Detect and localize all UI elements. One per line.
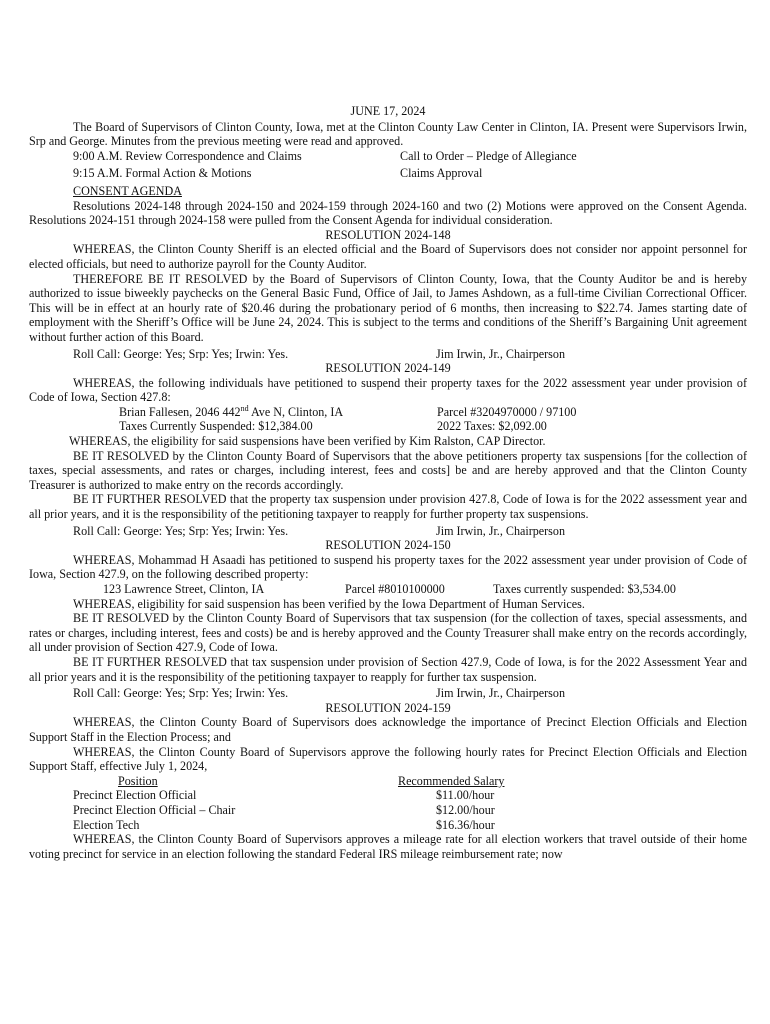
salary-table-row xyxy=(29,788,747,803)
consent-agenda-text: Resolutions 2024-148 through 2024-150 and 2024-159 through 2024-160 and two (2) Motions were approved on the Consent Agenda. Resolutions 2024-151 through 2024-158 were pulled from the Consent Agenda for individual consideration. xyxy=(29,198,747,228)
intro-paragraph: The Board of Supervisors of Clinton County, Iowa, met at the Clinton County Law Center in Clinton, IA. Present were Supervisors Irwin, Srp and George. Minutes from the previous meeting were read and approved. xyxy=(29,119,747,149)
position-name: Election Tech xyxy=(73,817,140,832)
position-column-header: Position xyxy=(118,773,158,788)
roll-call-votes: Roll Call: George: Yes; Srp: Yes; Irwin: Yes. xyxy=(73,523,289,538)
position-salary: $11.00/hour xyxy=(436,788,495,803)
resolution-whereas: WHEREAS, Mohammad H Asaadi has petitioned to suspend his property taxes for the 2022 assessment year under provision of Code of Iowa, Section 427.9, on the following described property: xyxy=(29,552,747,582)
agenda-item: Call to Order – Pledge of Allegiance xyxy=(400,148,577,163)
petitioner-taxes-row xyxy=(29,419,747,434)
agenda-item: Claims Approval xyxy=(400,166,483,181)
position-name: Precinct Election Official – Chair xyxy=(73,802,236,817)
petitioner-address: Brian Fallesen, 2046 442nd Ave N, Clinton, IA xyxy=(119,403,344,419)
resolution-title: RESOLUTION 2024-159 xyxy=(325,700,451,715)
resolution-whereas: WHEREAS, the Clinton County Board of Supervisors does acknowledge the importance of Precinct Election Officials and Election Support Staff in the Election Process; and xyxy=(29,715,747,744)
resolution-title: RESOLUTION 2024-148 xyxy=(325,227,451,242)
roll-call-votes: Roll Call: George: Yes; Srp: Yes; Irwin: Yes. xyxy=(73,686,289,701)
roll-call xyxy=(29,524,747,539)
resolution-resolved: THEREFORE BE IT RESOLVED by the Board of Supervisors of Clinton County, Iowa, that the County Auditor be and is hereby authorized to issue biweekly paychecks on the General Basic Fund, Office of Jail, to James Ashdown, as a full-time Civilian Correctional Officer. This will be in effect at an hourly rate of $20.46 during the probationary period of 6 months, then increasing to $22.74. James starting date of employment with the Sheriff’s Office will be June 24, 2024. This is subject to the terms and conditions of the Sheriff’s Bargaining Unit agreement without further action of this Board. xyxy=(29,271,747,344)
chairperson: Jim Irwin, Jr., Chairperson xyxy=(436,686,565,701)
roll-call xyxy=(29,347,747,362)
taxes-suspended: Taxes Currently Suspended: $12,384.00 xyxy=(119,419,313,434)
roll-call-votes: Roll Call: George: Yes; Srp: Yes; Irwin: Yes. xyxy=(73,346,289,361)
roll-call xyxy=(29,686,747,701)
resolution-whereas: WHEREAS, eligibility for said suspension has been verified by the Iowa Department of Human Services. xyxy=(73,596,585,611)
resolution-whereas: WHEREAS, the eligibility for said suspensions have been verified by Kim Ralston, CAP Director. xyxy=(69,434,546,449)
resolution-resolved: BE IT RESOLVED by the Clinton County Board of Supervisors that the above petitioners property tax suspensions [for the collection of taxes, special assessments, and rates or charges, including interest, fees and costs] be and are hereby approved and that the Clinton County Treasurer is authorized to make entry on the records accordingly. xyxy=(29,448,747,492)
salary-table-row xyxy=(29,803,747,818)
meeting-date: JUNE 17, 2024 xyxy=(350,104,426,118)
resolution-whereas: WHEREAS, the Clinton County Board of Supervisors approve the following hourly rates for Precinct Election Officials and Election Support Staff, effective July 1, 2024, xyxy=(29,744,747,774)
resolution-whereas: WHEREAS, the following individuals have petitioned to suspend their property taxes for the 2022 assessment year under provision of Code of Iowa, Section 427.8: xyxy=(29,375,747,405)
resolution-title: RESOLUTION 2024-149 xyxy=(325,361,451,376)
consent-agenda-heading: CONSENT AGENDA xyxy=(73,183,182,198)
resolution-whereas: WHEREAS, the Clinton County Sheriff is an elected official and the Board of Supervisors does not consider nor appoint personnel for elected officials, but need to authorize payroll for the County Auditor. xyxy=(29,242,747,271)
salary-column-header: Recommended Salary xyxy=(398,773,505,788)
taxes-2022: 2022 Taxes: $2,092.00 xyxy=(437,419,547,434)
agenda-time: 9:00 A.M. Review Correspondence and Claims xyxy=(73,148,302,163)
taxes-suspended: Taxes currently suspended: $3,534.00 xyxy=(493,582,676,596)
chairperson: Jim Irwin, Jr., Chairperson xyxy=(436,523,565,538)
agenda-row xyxy=(29,149,747,164)
position-salary: $12.00/hour xyxy=(436,802,495,817)
chairperson: Jim Irwin, Jr., Chairperson xyxy=(436,346,565,361)
petitioner-parcel: Parcel #3204970000 / 97100 xyxy=(437,404,577,419)
position-salary: $16.36/hour xyxy=(436,817,495,832)
petitioner-row xyxy=(29,405,747,420)
resolution-whereas: WHEREAS, the Clinton County Board of Supervisors approves a mileage rate for all election workers that travel outside of their home voting precinct for service in an election following the standard Federal IRS mileage reimbursement rate; now xyxy=(29,832,747,861)
resolution-title: RESOLUTION 2024-150 xyxy=(325,538,451,553)
property-address: 123 Lawrence Street, Clinton, IA xyxy=(103,582,265,596)
minutes-page xyxy=(29,104,747,861)
agenda-time: 9:15 A.M. Formal Action & Motions xyxy=(73,166,252,181)
resolution-further: BE IT FURTHER RESOLVED that the property tax suspension under provision 427.8, Code of Iowa is for the 2022 assessment year and all prior years, and it is the responsibility of the petitioning taxpayer to reapply for further property tax suspensions. xyxy=(29,492,747,522)
agenda-row xyxy=(29,166,747,181)
resolution-further: BE IT FURTHER RESOLVED that tax suspension under provision of Section 427.9, Code of Iowa, is for the 2022 Assessment Year and all prior years and it is the responsibility of the petitioning taxpayer to reapply for further tax suspension. xyxy=(29,654,747,684)
property-row xyxy=(29,582,747,597)
property-parcel: Parcel #8010100000 xyxy=(345,582,445,596)
position-name: Precinct Election Official xyxy=(73,788,197,803)
resolution-resolved: BE IT RESOLVED by the Clinton County Board of Supervisors that tax suspension (for the collection of taxes, special assessments, and rates or charges, including interest, fees and costs) be and is hereby approved and the County Treasurer shall make entry on the records accordingly, all under provision of Section 427.9, Code of Iowa. xyxy=(29,611,747,655)
salary-table-header xyxy=(29,774,747,789)
salary-table-row xyxy=(29,818,747,833)
